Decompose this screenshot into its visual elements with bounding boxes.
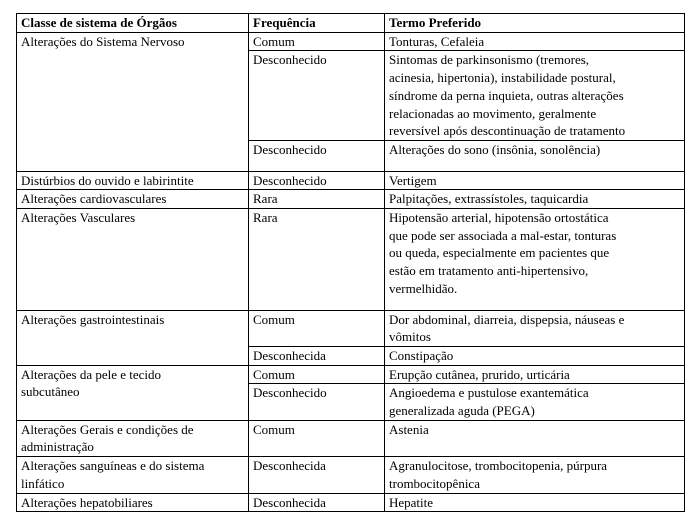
frequency-cell: Desconhecido [249, 140, 385, 171]
frequency-cell: Comum [249, 32, 385, 51]
frequency-cell: Rara [249, 190, 385, 209]
preferred-term-cell [385, 457, 685, 493]
preferred-term-cell [385, 51, 685, 141]
organ-class-text: Alterações hepatobiliares [21, 494, 153, 510]
table-row [17, 209, 685, 311]
preferred-term-cell [385, 346, 685, 365]
preferred-term-text: Astenia [389, 421, 429, 437]
organ-class-cell [17, 493, 249, 512]
preferred-term-text: Alterações do sono (insônia, sonolência) [389, 141, 601, 157]
organ-class-cell [17, 190, 249, 209]
header-preferred-term: Termo Preferido [385, 14, 685, 33]
header-frequency: Frequência [249, 14, 385, 33]
organ-class-text: Alterações Gerais e condições de [21, 421, 194, 437]
preferred-term-text: Angioedema e pustulose exantemática [389, 385, 589, 401]
preferred-term-text: Sintomas de parkinsonismo (tremores, [389, 52, 590, 68]
organ-class-text: Alterações cardiovasculares [21, 191, 167, 207]
organ-class-cell [17, 420, 249, 456]
preferred-term-cell [385, 384, 685, 420]
preferred-term-text: síndrome da perna inquieta, outras alterações [389, 87, 624, 103]
preferred-term-text: Palpitações, extrassístoles, taquicardia [389, 191, 589, 207]
organ-class-cell [17, 209, 249, 311]
preferred-term-cell [385, 140, 685, 171]
preferred-term-text: Erupção cutânea, prurido, urticária [389, 366, 570, 382]
preferred-term-text: vermelhidão. [389, 280, 458, 296]
organ-class-text: linfático [21, 475, 65, 491]
table-row [17, 310, 685, 346]
table-row [17, 171, 685, 190]
preferred-term-text: ou queda, especialmente em pacientes que [389, 245, 610, 261]
preferred-term-text: vômitos [389, 329, 431, 345]
preferred-term-text: acinesia, hipertonia), instabilidade postural, [389, 70, 616, 86]
frequency-cell: Desconhecido [249, 171, 385, 190]
frequency-cell: Comum [249, 310, 385, 346]
frequency-cell: Desconhecido [249, 51, 385, 141]
organ-class-cell [17, 365, 249, 420]
frequency-cell: Desconhecida [249, 457, 385, 493]
organ-class-text: Alterações Vasculares [21, 210, 136, 226]
organ-class-text: administração [21, 439, 94, 455]
preferred-term-text: Hipotensão arterial, hipotensão ortostática [389, 210, 609, 226]
table-row [17, 32, 685, 51]
preferred-term-text: relacionadas ao movimento, geralmente [389, 105, 597, 121]
organ-class-text: Alterações do Sistema Nervoso [21, 33, 185, 49]
preferred-term-cell [385, 171, 685, 190]
organ-class-text: Alterações sanguíneas e do sistema [21, 458, 205, 474]
organ-class-text: Distúrbios do ouvido e labirintite [21, 172, 194, 188]
preferred-term-cell [385, 190, 685, 209]
preferred-term-cell [385, 493, 685, 512]
frequency-cell: Comum [249, 420, 385, 456]
frequency-cell: Desconhecida [249, 493, 385, 512]
preferred-term-cell [385, 32, 685, 51]
preferred-term-text: estão em tratamento anti-hipertensivo, [389, 263, 589, 279]
preferred-term-text: trombocitopênica [389, 475, 480, 491]
preferred-term-cell [385, 209, 685, 311]
organ-class-cell [17, 171, 249, 190]
cell-spacer [389, 159, 680, 171]
organ-class-text: Alterações da pele e tecido [21, 366, 162, 382]
preferred-term-cell [385, 365, 685, 384]
preferred-term-text: Dor abdominal, diarreia, dispepsia, náuseas e [389, 311, 625, 327]
table-row [17, 420, 685, 456]
header-organ-class: Classe de sistema de Órgãos [17, 14, 249, 33]
table-row [17, 190, 685, 209]
preferred-term-text: Agranulocitose, trombocitopenia, púrpura [389, 458, 608, 474]
organ-class-cell [17, 457, 249, 493]
table-row [17, 493, 685, 512]
table-row [17, 365, 685, 384]
cell-spacer [389, 298, 680, 310]
organ-class-text: Alterações gastrointestinais [21, 311, 165, 327]
frequency-cell: Desconhecido [249, 384, 385, 420]
organ-class-text: subcutâneo [21, 384, 80, 400]
frequency-cell: Desconhecida [249, 346, 385, 365]
preferred-term-text: generalizada aguda (PEGA) [389, 403, 535, 419]
preferred-term-text: que pode ser associada a mal-estar, tonturas [389, 227, 617, 243]
preferred-term-text: Vertigem [389, 172, 437, 188]
frequency-cell: Rara [249, 209, 385, 311]
adverse-reactions-table [16, 13, 685, 512]
organ-class-cell [17, 310, 249, 365]
preferred-term-text: Tonturas, Cefaleia [389, 33, 485, 49]
frequency-cell: Comum [249, 365, 385, 384]
preferred-term-cell [385, 310, 685, 346]
table-row [17, 457, 685, 493]
organ-class-cell [17, 32, 249, 171]
preferred-term-text: reversível após descontinuação de tratamento [389, 123, 626, 139]
preferred-term-cell [385, 420, 685, 456]
table-header-row [17, 14, 685, 33]
preferred-term-text: Hepatite [389, 494, 434, 510]
preferred-term-text: Constipação [389, 347, 454, 363]
